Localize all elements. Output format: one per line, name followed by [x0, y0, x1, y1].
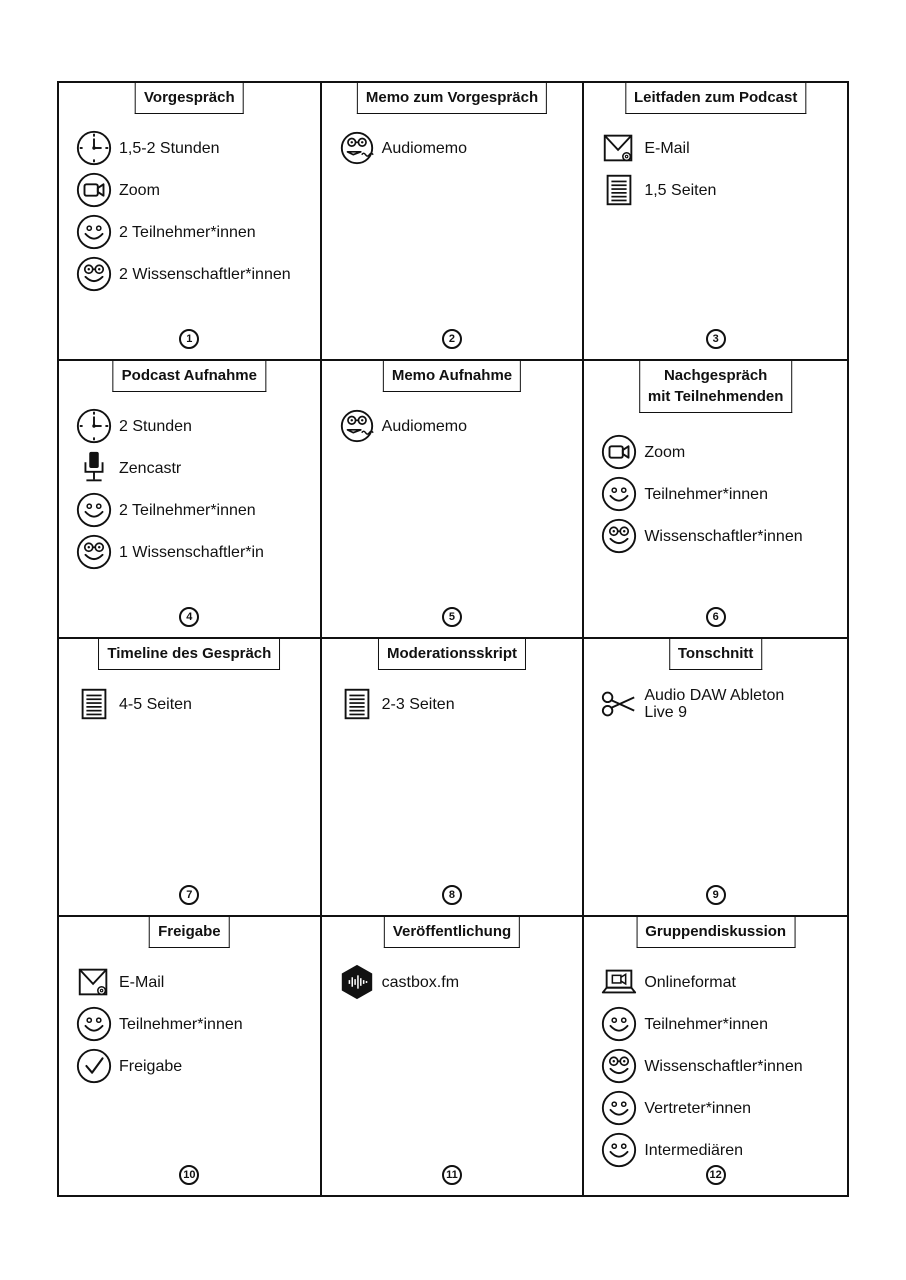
step-moderationsskript: [322, 639, 585, 917]
audiomemo-icon: [338, 129, 376, 167]
microphone-icon: [75, 449, 113, 487]
step-item: [75, 489, 314, 531]
step-number-badge: 9: [706, 885, 726, 905]
step-title-text: Timeline des Gespräch: [107, 645, 272, 662]
step-item: [600, 431, 841, 473]
step-item-label: Zencastr: [119, 459, 182, 477]
step-vorgespraech: [59, 83, 322, 361]
step-item-label: Zoom: [644, 443, 686, 461]
smiley-icon: [75, 213, 113, 251]
step-item-label: Teilnehmer*innen: [119, 1015, 243, 1033]
step-item-label: 2 Wissenschaftler*innen: [119, 265, 291, 283]
smiley-icon: [600, 475, 638, 513]
step-title: [639, 361, 793, 413]
smiley-icon: [600, 1005, 638, 1043]
audiomemo-icon: [338, 407, 376, 445]
step-item: [338, 127, 577, 169]
clock-icon: [75, 129, 113, 167]
step-items: [75, 405, 314, 573]
step-items: [600, 961, 841, 1171]
step-item: [75, 127, 314, 169]
step-title-text: Leitfaden zum Podcast: [633, 89, 798, 106]
step-item: [338, 683, 577, 725]
step-freigabe: [59, 917, 322, 1195]
step-item-label: Teilnehmer*innen: [644, 485, 768, 503]
step-item-label: Onlineformat: [644, 973, 736, 991]
step-item: [75, 447, 314, 489]
step-item-label: Freigabe: [119, 1057, 183, 1075]
step-title-text: Podcast Aufnahme: [121, 367, 257, 384]
smiley-glasses-icon: [600, 1047, 638, 1085]
step-title: [384, 917, 520, 948]
step-title-text: Tonschnitt: [677, 645, 754, 662]
step-title-text: Memo zum Vorgespräch: [365, 89, 539, 106]
step-item: [75, 253, 314, 295]
step-item: [600, 1045, 841, 1087]
smiley-icon: [75, 491, 113, 529]
step-items: [338, 405, 577, 447]
step-item: [600, 683, 841, 725]
step-items: [600, 683, 841, 725]
step-item-label: E-Mail: [644, 139, 690, 157]
step-item-label: Teilnehmer*innen: [644, 1015, 768, 1033]
step-items: [600, 127, 841, 211]
step-title: [636, 917, 795, 948]
step-item: [600, 169, 841, 211]
step-title-text: Vorgespräch: [144, 89, 235, 106]
castbox-icon: [338, 963, 376, 1001]
step-item-label: 1,5 Seiten: [644, 181, 717, 199]
step-item-label: Wissenschaftler*innen: [644, 1057, 803, 1075]
step-number-badge: 4: [179, 607, 199, 627]
step-item-label: Vertreter*innen: [644, 1099, 752, 1117]
smiley-icon: [600, 1131, 638, 1169]
step-item: [75, 683, 314, 725]
step-memo-zum-vorgespraech: [322, 83, 585, 361]
step-number-badge: 5: [442, 607, 462, 627]
step-item-label: E-Mail: [119, 973, 165, 991]
video-camera-icon: [600, 433, 638, 471]
step-title-text: Freigabe: [158, 923, 221, 940]
step-item-label: 2 Teilnehmer*innen: [119, 501, 256, 519]
step-item-label: 1,5-2 Stunden: [119, 139, 220, 157]
step-item: [600, 1087, 841, 1129]
step-title: [135, 83, 244, 114]
step-item: [600, 127, 841, 169]
step-item: [75, 531, 314, 573]
step-timeline-des-gespraech: [59, 639, 322, 917]
step-item: [75, 405, 314, 447]
step-items: [75, 127, 314, 295]
checkmark-icon: [75, 1047, 113, 1085]
video-camera-icon: [75, 171, 113, 209]
workflow-grid: [57, 81, 849, 1197]
step-title: [357, 83, 547, 114]
step-number-badge: 11: [442, 1165, 462, 1185]
step-gruppendiskussion: [584, 917, 847, 1195]
step-item: [600, 473, 841, 515]
step-item-label: Zoom: [119, 181, 160, 199]
document-icon: [338, 685, 376, 723]
step-item-label: Intermediären: [644, 1141, 744, 1159]
step-items: [338, 961, 577, 1003]
step-item-label: 2-3 Seiten: [381, 695, 455, 713]
smiley-glasses-icon: [600, 517, 638, 555]
email-icon: [75, 963, 113, 1001]
step-item: [75, 169, 314, 211]
step-title: [149, 917, 230, 948]
step-item: [75, 961, 314, 1003]
document-icon: [75, 685, 113, 723]
step-number-badge: 7: [179, 885, 199, 905]
step-item: [600, 515, 841, 557]
step-number-badge: 3: [706, 329, 726, 349]
step-items: [75, 961, 314, 1087]
laptop-video-icon: [600, 963, 638, 1001]
step-item: [600, 961, 841, 1003]
step-item-label: 4-5 Seiten: [119, 695, 192, 713]
step-memo-aufnahme: [322, 361, 585, 639]
step-items: [600, 431, 841, 557]
step-item: [75, 1003, 314, 1045]
step-title-text: Gruppendiskussion: [645, 923, 787, 940]
smiley-icon: [600, 1089, 638, 1127]
step-title: [378, 639, 526, 670]
step-number-badge: 6: [706, 607, 726, 627]
step-items: [75, 683, 314, 725]
step-title: [625, 83, 806, 114]
step-item: [600, 1129, 841, 1171]
step-title: [383, 361, 521, 392]
scissors-icon: [600, 685, 638, 723]
step-number-badge: 2: [442, 329, 462, 349]
step-title-text: Memo Aufnahme: [391, 367, 513, 384]
step-title-text: Veröffentlichung: [392, 923, 512, 940]
step-number-badge: 8: [442, 885, 462, 905]
step-number-badge: 12: [706, 1165, 726, 1185]
step-item: [75, 1045, 314, 1087]
step-item-label: 2 Teilnehmer*innen: [119, 223, 256, 241]
step-title: [669, 639, 763, 670]
step-title-text: Nachgespräch: [663, 367, 768, 384]
step-items: [338, 127, 577, 169]
email-icon: [600, 129, 638, 167]
step-number-badge: 1: [179, 329, 199, 349]
clock-icon: [75, 407, 113, 445]
step-item-label: Wissenschaftler*innen: [644, 527, 803, 545]
step-veroeffentlichung: [322, 917, 585, 1195]
step-title-line2: mit Teilnehmenden: [647, 388, 784, 405]
step-title: [113, 361, 266, 392]
step-item: [600, 1003, 841, 1045]
step-item-label: 2 Stunden: [119, 417, 192, 435]
step-tonschnitt: [584, 639, 847, 917]
smiley-glasses-icon: [75, 255, 113, 293]
step-item-label: Audiomemo: [381, 139, 468, 157]
step-item-label: castbox.fm: [381, 973, 460, 991]
step-item: [75, 211, 314, 253]
step-item: [338, 405, 577, 447]
step-item-label: 1 Wissenschaftler*in: [119, 543, 264, 561]
document-icon: [600, 171, 638, 209]
step-items: [338, 683, 577, 725]
step-nachgespraech: [584, 361, 847, 639]
step-item-label: Audio DAW Ableton Live 9: [644, 687, 785, 721]
step-item: [338, 961, 577, 1003]
step-title: [98, 639, 280, 670]
smiley-glasses-icon: [75, 533, 113, 571]
step-podcast-aufnahme: [59, 361, 322, 639]
step-title-text: Moderationsskript: [386, 645, 517, 662]
smiley-icon: [75, 1005, 113, 1043]
step-leitfaden-zum-podcast: [584, 83, 847, 361]
step-item-label: Audiomemo: [381, 417, 468, 435]
step-number-badge: 10: [179, 1165, 199, 1185]
